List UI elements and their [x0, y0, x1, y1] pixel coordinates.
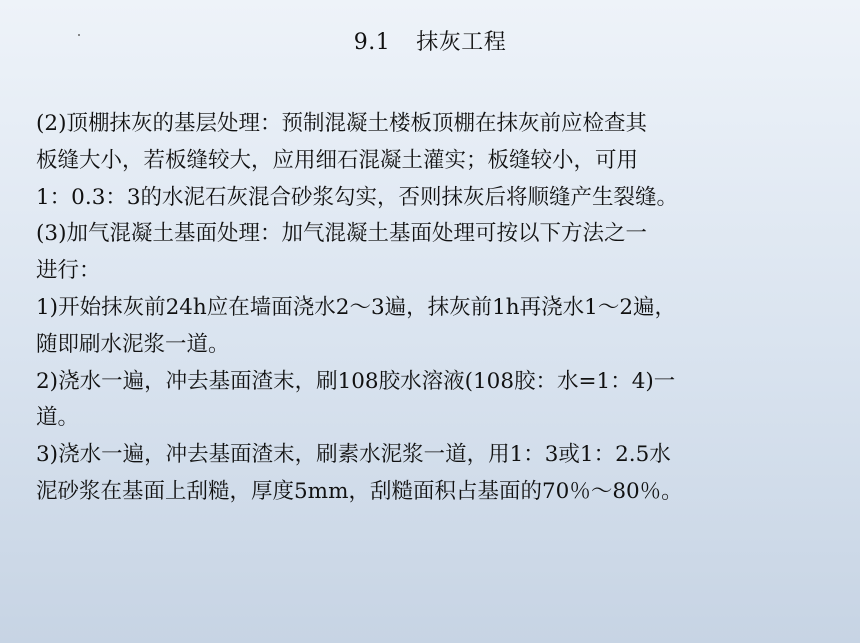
body-line: 随即刷水泥浆一道。	[36, 331, 230, 357]
body-text	[36, 106, 836, 511]
body-line: 1：0.3：3的水泥石灰混合砂浆勾实，否则抹灰后将顺缝产生裂缝。	[36, 184, 679, 210]
body-line: 2)浇水一遍，冲去基面渣末，刷108胶水溶液(108胶：水=1：4)一	[36, 368, 676, 394]
body-line: 进行：	[36, 258, 101, 284]
section-number: 9.1	[353, 30, 391, 55]
body-line: 板缝大小，若板缝较大，应用细石混凝土灌实；板缝较小，可用	[36, 147, 639, 173]
section-title: 抹灰工程	[416, 30, 507, 55]
body-line: 3)浇水一遍，冲去基面渣末，刷素水泥浆一道，用1：3或1：2.5水	[36, 442, 671, 468]
body-line: 泥砂浆在基面上刮糙，厚度5mm，刮糙面积占基面的70％～80％。	[36, 478, 683, 504]
body-line: (3)加气混凝土基面处理：加气混凝土基面处理可按以下方法之一	[36, 221, 647, 247]
body-line: 1)开始抹灰前24h应在墙面浇水2～3遍，抹灰前1h再浇水1～2遍，	[36, 294, 677, 320]
section-heading	[0, 28, 860, 58]
body-line: (2)顶棚抹灰的基层处理：预制混凝土楼板顶棚在抹灰前应检查其	[36, 111, 647, 136]
body-line: 道。	[36, 405, 80, 431]
